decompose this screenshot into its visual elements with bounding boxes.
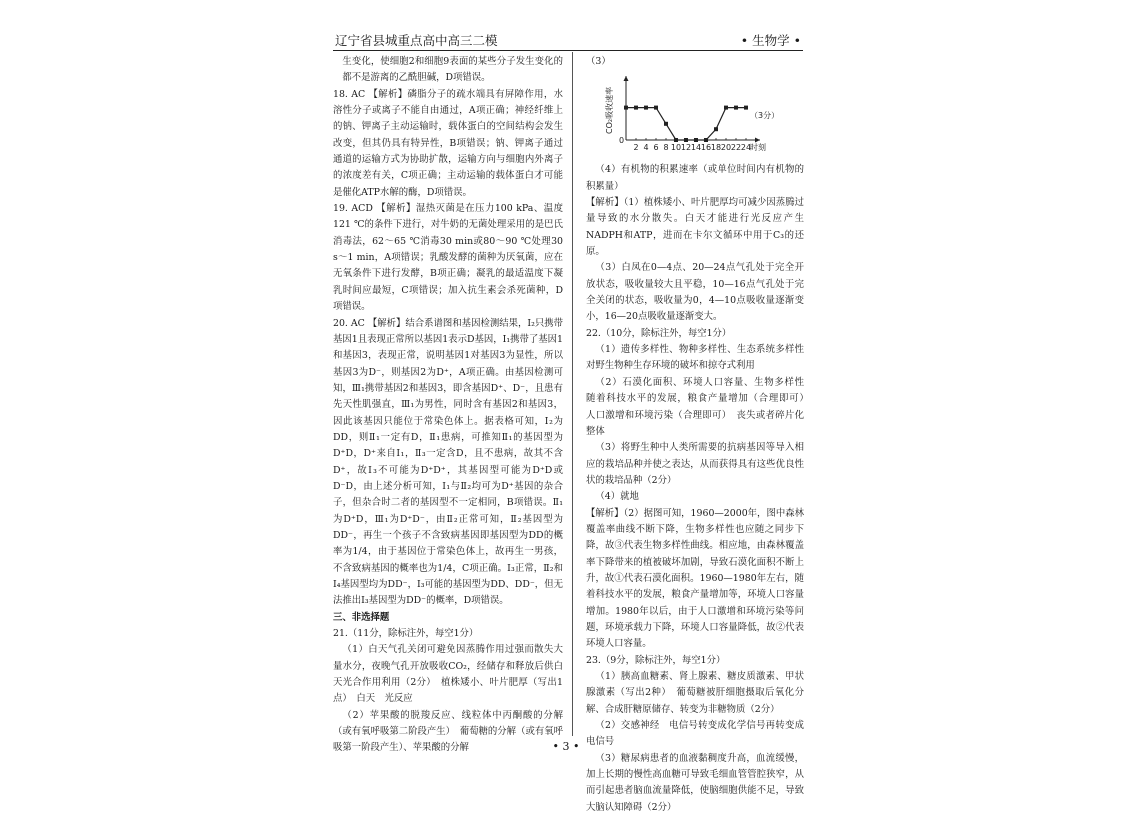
answer-23-3: （3）糖尿病患者的血液黏稠度升高，血流缓慢，加上长期的慢性高血糖可导致毛细血管管腔狭窄，从而引起患者脑血流量降低，使脑细胞供能不足，导致大脑认知障碍（2分）: [586, 752, 804, 813]
x-axis-label: 时刻: [750, 143, 766, 153]
answer-19: 19. ACD 【解析】湿热灭菌是在压力100 kPa、温度121 ℃的条件下进行，对牛奶的无菌处理采用的是巴氏消毒法，62～65 ℃消毒30 min或80～90 ℃处理30 s～1 min，A项错误；乳酸发酵的菌种为厌氧菌，应在无氧条件下进行发酵，B项正确；凝乳的最适温度下凝乳时间应最短，C项错误；加入抗生素会杀死菌种，D项错误。: [333, 203, 563, 313]
co2-absorption-chart: [586, 70, 804, 162]
data-point: [714, 128, 718, 132]
answer-22-3: （3）将野生种中人类所需要的抗病基因等导入相应的栽培品种并使之表达，从而获得具有这些优良性状的栽培品种（2分）: [586, 442, 804, 486]
question-23-heading: 23.（9分，除标注外，每空1分）: [586, 654, 726, 666]
x-axis-arrow: [755, 138, 760, 143]
data-point: [634, 106, 638, 110]
data-point: [734, 106, 738, 110]
page-header: [333, 30, 803, 51]
y-axis-arrow: [624, 76, 629, 81]
question-22-heading: 22.（10分，除标注外，每空1分）: [586, 327, 732, 339]
data-point: [684, 138, 688, 142]
data-point: [664, 122, 668, 126]
right-column: [586, 54, 814, 816]
answer-23-1: （1）胰高血糖素、肾上腺素、糖皮质激素、甲状腺激素（写出2种） 葡萄糖被肝细胞摄取后氧化分解、合成肝糖原储存、转变为非糖物质（2分）: [586, 671, 804, 715]
explanation-22: 【解析】（2）据图可知，1960—2000年，图中森林覆盖率曲线不断下降，生物多样性也应随之同步下降，故③代表生物多样性曲线。相应地，由森林覆盖率下降带来的植被破坏加剧，导致石漠化面积不断上升，故①代表石漠化面积。1960—1980年左右，随着科技水平的发展，粮食产量增加等，环境人口容量增加。1980年以后，由于人口激增和环境污染等问题，环境承载力下降，环境人口容量降低，故②代表环境人口容量。: [586, 507, 804, 650]
answer-20: 20. AC 【解析】结合系谱图和基因检测结果，Ⅰ₂只携带基因1且表现正常所以基因1表示D基因，Ⅰ₁携带了基因1和基因3，表现正常，说明基因1对基因3为显性，所以基因3为D⁻，则基因2为D⁺，A项正确。由基因检测可知，Ⅲ₁携带基因2和基因3，即含基因D⁺、D⁻，且患有先天性肌强直，Ⅲ₁为男性，同时含有基因2和基因3，因此该基因只能位于常染色体上。据表格可知，Ⅰ₂为DD，则Ⅱ₁一定有D，Ⅱ₁患病，可推知Ⅱ₁的基因型为D⁺D，D⁺来自Ⅰ₁，Ⅱ₃一定含D，且不患病，故其不含D⁺，故Ⅰ₃不可能为D⁺D⁺，其基因型可能为D⁺D或D⁻D，由上述分析可知，Ⅰ₁与Ⅱ₂均可为D⁺基因的杂合子，但杂合时二者的基因型不一定相同，B项错误。Ⅱ₁为D⁺D，Ⅲ₁为D⁺D⁻，由Ⅱ₂正常可知，Ⅱ₂基因型为DD⁻，再生一个孩子不含致病基因即基因型为DD的概率为1/4，由于基因位于常染色体上，故再生一男孩，不含致病基因的概率也为1/4，C项正确。Ⅰ₃正常，Ⅱ₂和Ⅰ₄基因型均为DD⁻，Ⅰ₃可能的基因型为DD、DD⁻，但无法推出Ⅰ₃基因型为DD⁻的概率，D项错误。: [333, 317, 563, 607]
explanation-21: 【解析】（1）植株矮小、叶片肥厚均可减少因蒸腾过量导致的水分散失。白天才能进行光反应产生NADPH和ATP，进而在卡尔文循环中用于C₃的还原。: [586, 197, 804, 258]
data-point: [694, 138, 698, 142]
x-tick-label: 2: [633, 143, 639, 153]
answer-23-2: （2）交感神经 电信号转变成化学信号再转变成电信号: [586, 720, 804, 748]
left-column: [333, 54, 563, 757]
x-tick-label: 14: [690, 143, 702, 153]
data-point: [744, 106, 748, 110]
x-tick-label: 12: [680, 143, 692, 153]
answer-22-4: （4）就地: [595, 491, 639, 503]
data-point: [654, 106, 658, 110]
data-point: [724, 106, 728, 110]
y-axis-label: CO₂吸收速率: [605, 87, 614, 135]
page-number: • 3 •: [552, 740, 580, 753]
question-21-heading: 21.（11分，除标注外，每空1分）: [333, 628, 479, 640]
x-tick-label: 6: [653, 143, 659, 153]
x-tick-label: 10: [670, 143, 682, 153]
x-tick-label: 8: [663, 143, 669, 153]
answer-21-1: （1）白天气孔关闭可避免因蒸腾作用过强而散失大量水分，夜晚气孔开放吸收CO₂，经储存和释放后供白天光合作用利用（2分） 植株矮小、叶片肥厚（写出1点） 白天 光反应: [333, 644, 563, 705]
data-point: [644, 106, 648, 110]
x-tick-label: 22: [730, 143, 742, 153]
data-point: [624, 106, 628, 110]
origin-label: 0: [619, 136, 625, 146]
x-tick-label: 16: [700, 143, 712, 153]
x-tick-label: 18: [710, 143, 722, 153]
x-tick-label: 24: [740, 143, 752, 153]
data-point: [704, 138, 708, 142]
answer-21-3-label: （3）: [586, 56, 611, 67]
paragraph: 生变化，使细胞2和细胞9表面的某些分子发生变化的都不是游离的乙酰胆碱，D项错误。: [342, 56, 563, 84]
subject-label: • 生物学 •: [740, 33, 801, 48]
answer-21-4: （4）有机物的积累速率（或单位时间内有机物的积累量）: [586, 164, 804, 192]
answer-21-2: （2）苹果酸的脱羧反应、线粒体中丙酮酸的分解（或有氧呼吸第二阶段产生） 葡萄糖的分解（或有氧呼吸第一阶段产生）、苹果酸的分解: [333, 709, 563, 754]
answer-22-2: （2）石漠化面积、环境人口容量、生物多样性 随着科技水平的发展，粮食产量增加（合理即可） 人口激增和环境污染（合理即可） 丧失或者碎片化 整体: [586, 376, 814, 437]
exam-title: 辽宁省县城重点高中高三二模: [335, 33, 498, 48]
answer-18: 18. AC 【解析】磷脂分子的疏水端具有屏障作用，水溶性分子或离子不能自由通过，A项正确；神经纤维上的钠、钾离子主动运输时，载体蛋白的空间结构会发生改变，但其仍具有特异性，B项错误；钠、钾离子通过通道的运输方式为协助扩散，运输方向与细胞内外离子的浓度差有关，C项正确；主动运输的载体蛋白才可能是催化ATP水解的酶，D项错误。: [333, 88, 563, 198]
column-divider: [572, 52, 573, 736]
answer-22-1: （1）遗传多样性、物种多样性、生态系统多样性 对野生物种生存环境的破坏和掠夺式利用: [586, 344, 814, 372]
chart-svg: [586, 70, 804, 162]
series-line: [626, 108, 746, 140]
x-tick-label: 20: [720, 143, 732, 153]
score-annotation: （3分）: [750, 111, 780, 121]
section-heading: 三、非选择题: [333, 611, 390, 623]
data-point: [674, 138, 678, 142]
x-tick-label: 4: [643, 143, 649, 153]
explanation-21-3: （3）白凤在0—4点、20—24点气孔处于完全开放状态，吸收量较大且平稳，10—16点气孔处于完全关闭的状态，吸收量为0，4—10点吸收量逐渐变小，16—20点吸收量逐渐变大。: [586, 262, 804, 323]
